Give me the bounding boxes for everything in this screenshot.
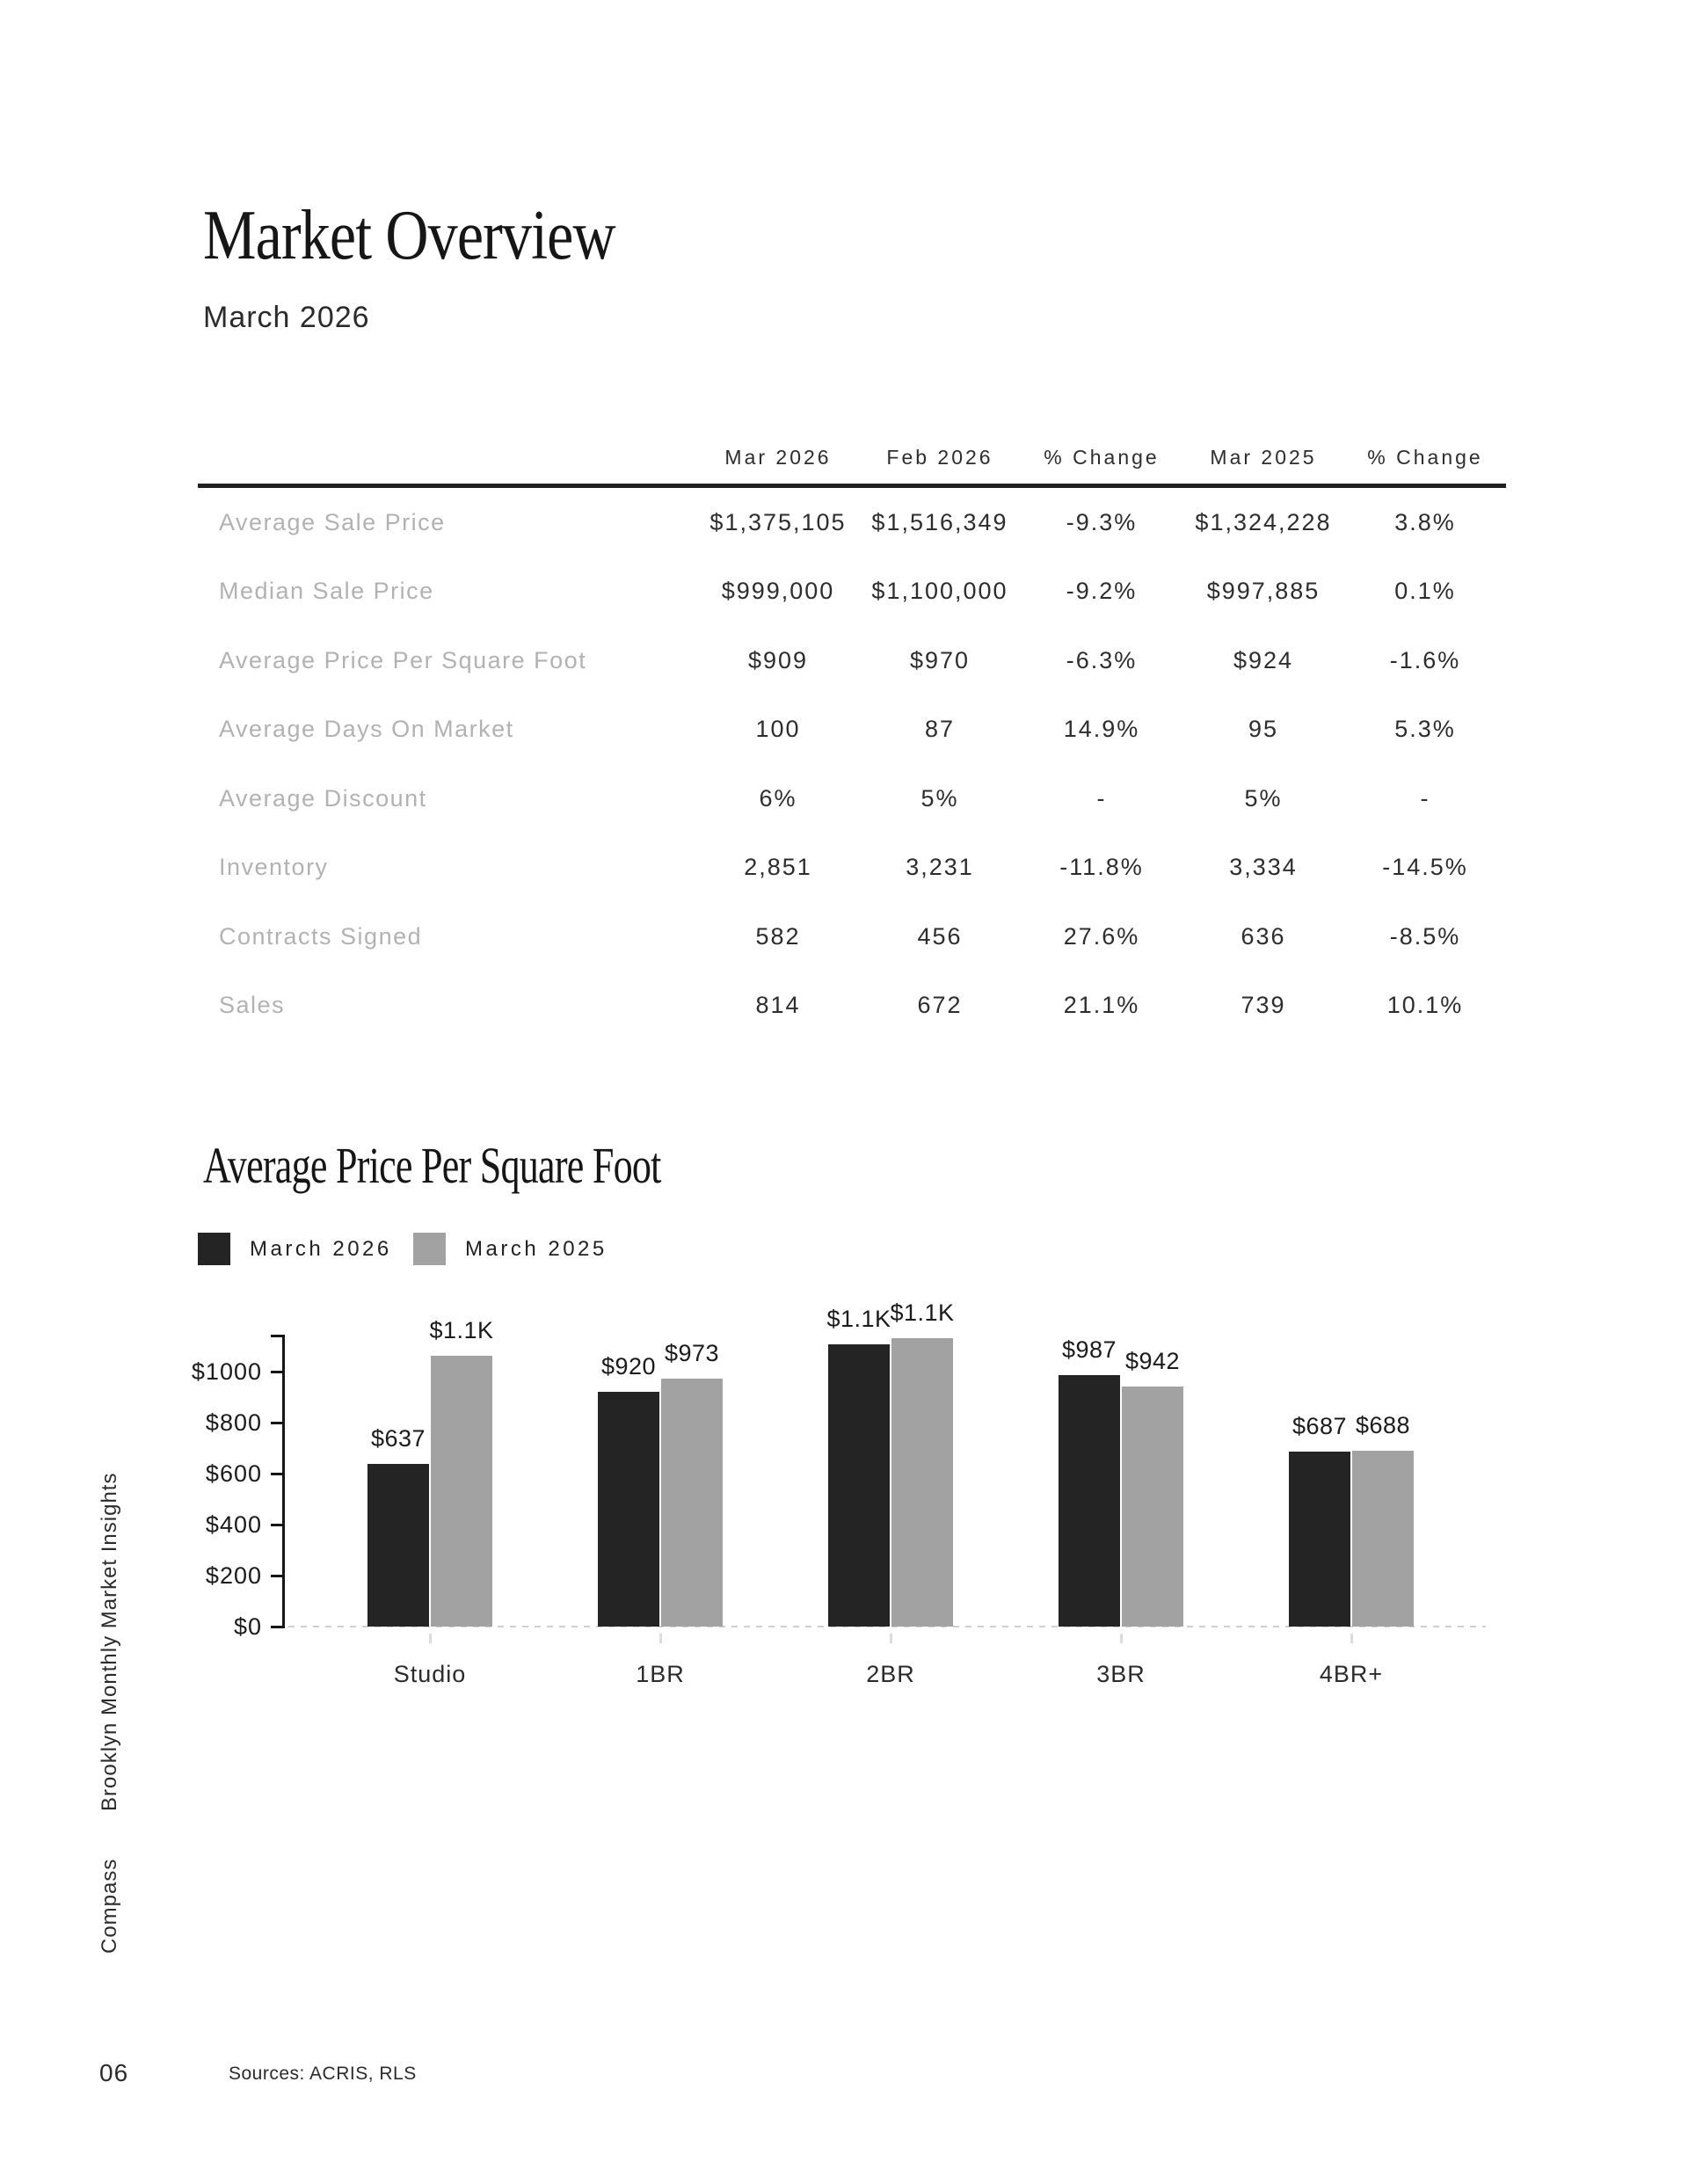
cell-value: -8.5%: [1389, 922, 1461, 950]
cell-value: 582: [755, 922, 801, 950]
legend-item: [413, 1233, 608, 1265]
cell-value: 636: [1241, 922, 1286, 950]
bar-value-label: $687: [1291, 1413, 1348, 1439]
cell-value: 3,231: [906, 854, 974, 881]
cell-value: $924: [1233, 646, 1294, 673]
bar-value-label: $688: [1355, 1412, 1411, 1438]
y-tick-label: $1000: [191, 1358, 262, 1385]
chart-title: Average Price Per Square Foot: [203, 1137, 661, 1194]
cell-value: -6.3%: [1066, 646, 1138, 673]
y-axis-tick: [271, 1473, 282, 1475]
legend-label: March 2026: [250, 1237, 392, 1261]
page-title: Market Overview: [203, 197, 615, 274]
cell-value: -1.6%: [1389, 646, 1461, 673]
cell-value: 10.1%: [1386, 992, 1464, 1019]
cell-value: $1,100,000: [871, 578, 1008, 605]
category-tick: [429, 1634, 432, 1643]
bar-value-label: $973: [664, 1340, 720, 1366]
row-label: Median Sale Price: [219, 578, 434, 605]
legend-label: March 2025: [465, 1237, 608, 1261]
bar-march-2025: [661, 1379, 723, 1627]
legend-swatch-march-2025: [413, 1233, 446, 1265]
category-tick: [1120, 1634, 1123, 1643]
cell-value: -9.2%: [1066, 578, 1138, 605]
cell-value: 672: [917, 992, 963, 1019]
sources-note: Sources: ACRIS, RLS: [229, 2064, 417, 2084]
column-header: % Change: [1044, 445, 1160, 469]
bar-march-2025: [431, 1356, 492, 1627]
cell-value: $1,375,105: [709, 508, 847, 535]
legend-swatch-march-2026: [198, 1233, 230, 1265]
y-tick-label: $400: [205, 1511, 262, 1538]
y-axis-line: [282, 1335, 285, 1628]
market-metrics-table: [198, 431, 1506, 1040]
cell-value: -14.5%: [1382, 854, 1468, 881]
category-label: 1BR: [636, 1661, 685, 1687]
cell-value: 14.9%: [1063, 716, 1140, 743]
category-tick: [1350, 1634, 1353, 1643]
category-label: 2BR: [866, 1661, 915, 1687]
bar-value-label: $942: [1124, 1348, 1181, 1374]
cell-value: 100: [755, 716, 801, 743]
y-tick-label: $800: [205, 1409, 262, 1436]
category-tick: [890, 1634, 892, 1643]
cell-value: 5%: [920, 784, 959, 812]
cell-value: 456: [917, 922, 963, 950]
cell-value: 2,851: [744, 854, 812, 881]
legend-item: [198, 1233, 392, 1265]
column-header: Mar 2025: [1210, 445, 1317, 469]
bar-march-2025: [1122, 1387, 1183, 1627]
cell-value: $997,885: [1206, 578, 1321, 605]
page-subtitle: March 2026: [203, 301, 370, 334]
row-label: Average Sale Price: [219, 508, 446, 535]
category-label: 4BR+: [1319, 1661, 1384, 1687]
y-tick-label: $200: [205, 1562, 262, 1589]
y-axis-tick: [271, 1422, 282, 1424]
bar-value-label: $637: [370, 1425, 426, 1452]
y-axis-tick: [271, 1524, 282, 1526]
column-header: % Change: [1367, 445, 1483, 469]
cell-value: $1,324,228: [1195, 508, 1332, 535]
row-label: Average Discount: [219, 784, 427, 812]
cell-value: -9.3%: [1066, 508, 1138, 535]
cell-value: $909: [747, 646, 809, 673]
bar-march-2026: [1289, 1452, 1350, 1627]
cell-value: 3,334: [1229, 854, 1298, 881]
y-axis-end-tick: [271, 1335, 282, 1337]
row-label: Average Price Per Square Foot: [219, 646, 587, 673]
cell-value: $1,516,349: [871, 508, 1008, 535]
bar-march-2026: [367, 1464, 429, 1627]
cell-value: 3.8%: [1394, 508, 1456, 535]
sidebar-brand: Compass: [98, 1858, 121, 1954]
y-tick-label: $0: [233, 1613, 262, 1640]
row-label: Sales: [219, 992, 286, 1019]
cell-value: -: [1096, 784, 1107, 812]
bar-value-label: $1.1K: [890, 1299, 955, 1326]
row-label: Inventory: [219, 854, 329, 881]
row-label: Contracts Signed: [219, 922, 423, 950]
cell-value: 21.1%: [1063, 992, 1140, 1019]
cell-value: 739: [1241, 992, 1286, 1019]
bar-value-label: $987: [1061, 1336, 1117, 1363]
cell-value: $999,000: [721, 578, 835, 605]
bar-march-2026: [598, 1392, 659, 1627]
row-label: Average Days On Market: [219, 716, 514, 743]
cell-value: 0.1%: [1394, 578, 1456, 605]
column-header: Mar 2026: [724, 445, 832, 469]
category-label: 3BR: [1096, 1661, 1146, 1687]
y-tick-label: $600: [205, 1460, 262, 1487]
bar-value-label: $920: [600, 1353, 657, 1380]
y-axis-tick: [271, 1626, 282, 1628]
bar-value-label: $1.1K: [826, 1306, 891, 1332]
cell-value: 814: [755, 992, 801, 1019]
bar-march-2025: [891, 1338, 953, 1627]
bar-march-2026: [1059, 1375, 1120, 1627]
column-header: Feb 2026: [886, 445, 993, 469]
cell-value: 5.3%: [1394, 716, 1456, 743]
table-corner-spacer: [198, 431, 697, 484]
bar-march-2025: [1352, 1451, 1414, 1627]
cell-value: 27.6%: [1063, 922, 1140, 950]
cell-value: 87: [924, 716, 956, 743]
category-tick: [659, 1634, 662, 1643]
cell-value: 5%: [1244, 784, 1283, 812]
cell-value: 6%: [759, 784, 797, 812]
cell-value: -: [1420, 784, 1430, 812]
cell-value: $970: [909, 646, 971, 673]
category-label: Studio: [393, 1661, 467, 1687]
y-axis-tick: [271, 1575, 282, 1577]
sidebar-report-name: Brooklyn Monthly Market Insights: [98, 1472, 121, 1811]
cell-value: 95: [1248, 716, 1279, 743]
zero-baseline: [288, 1626, 1486, 1627]
bar-value-label: $1.1K: [429, 1317, 494, 1343]
y-axis-tick: [271, 1371, 282, 1373]
bar-march-2026: [828, 1344, 890, 1627]
page-number: 06: [99, 2059, 129, 2086]
cell-value: -11.8%: [1059, 854, 1144, 881]
